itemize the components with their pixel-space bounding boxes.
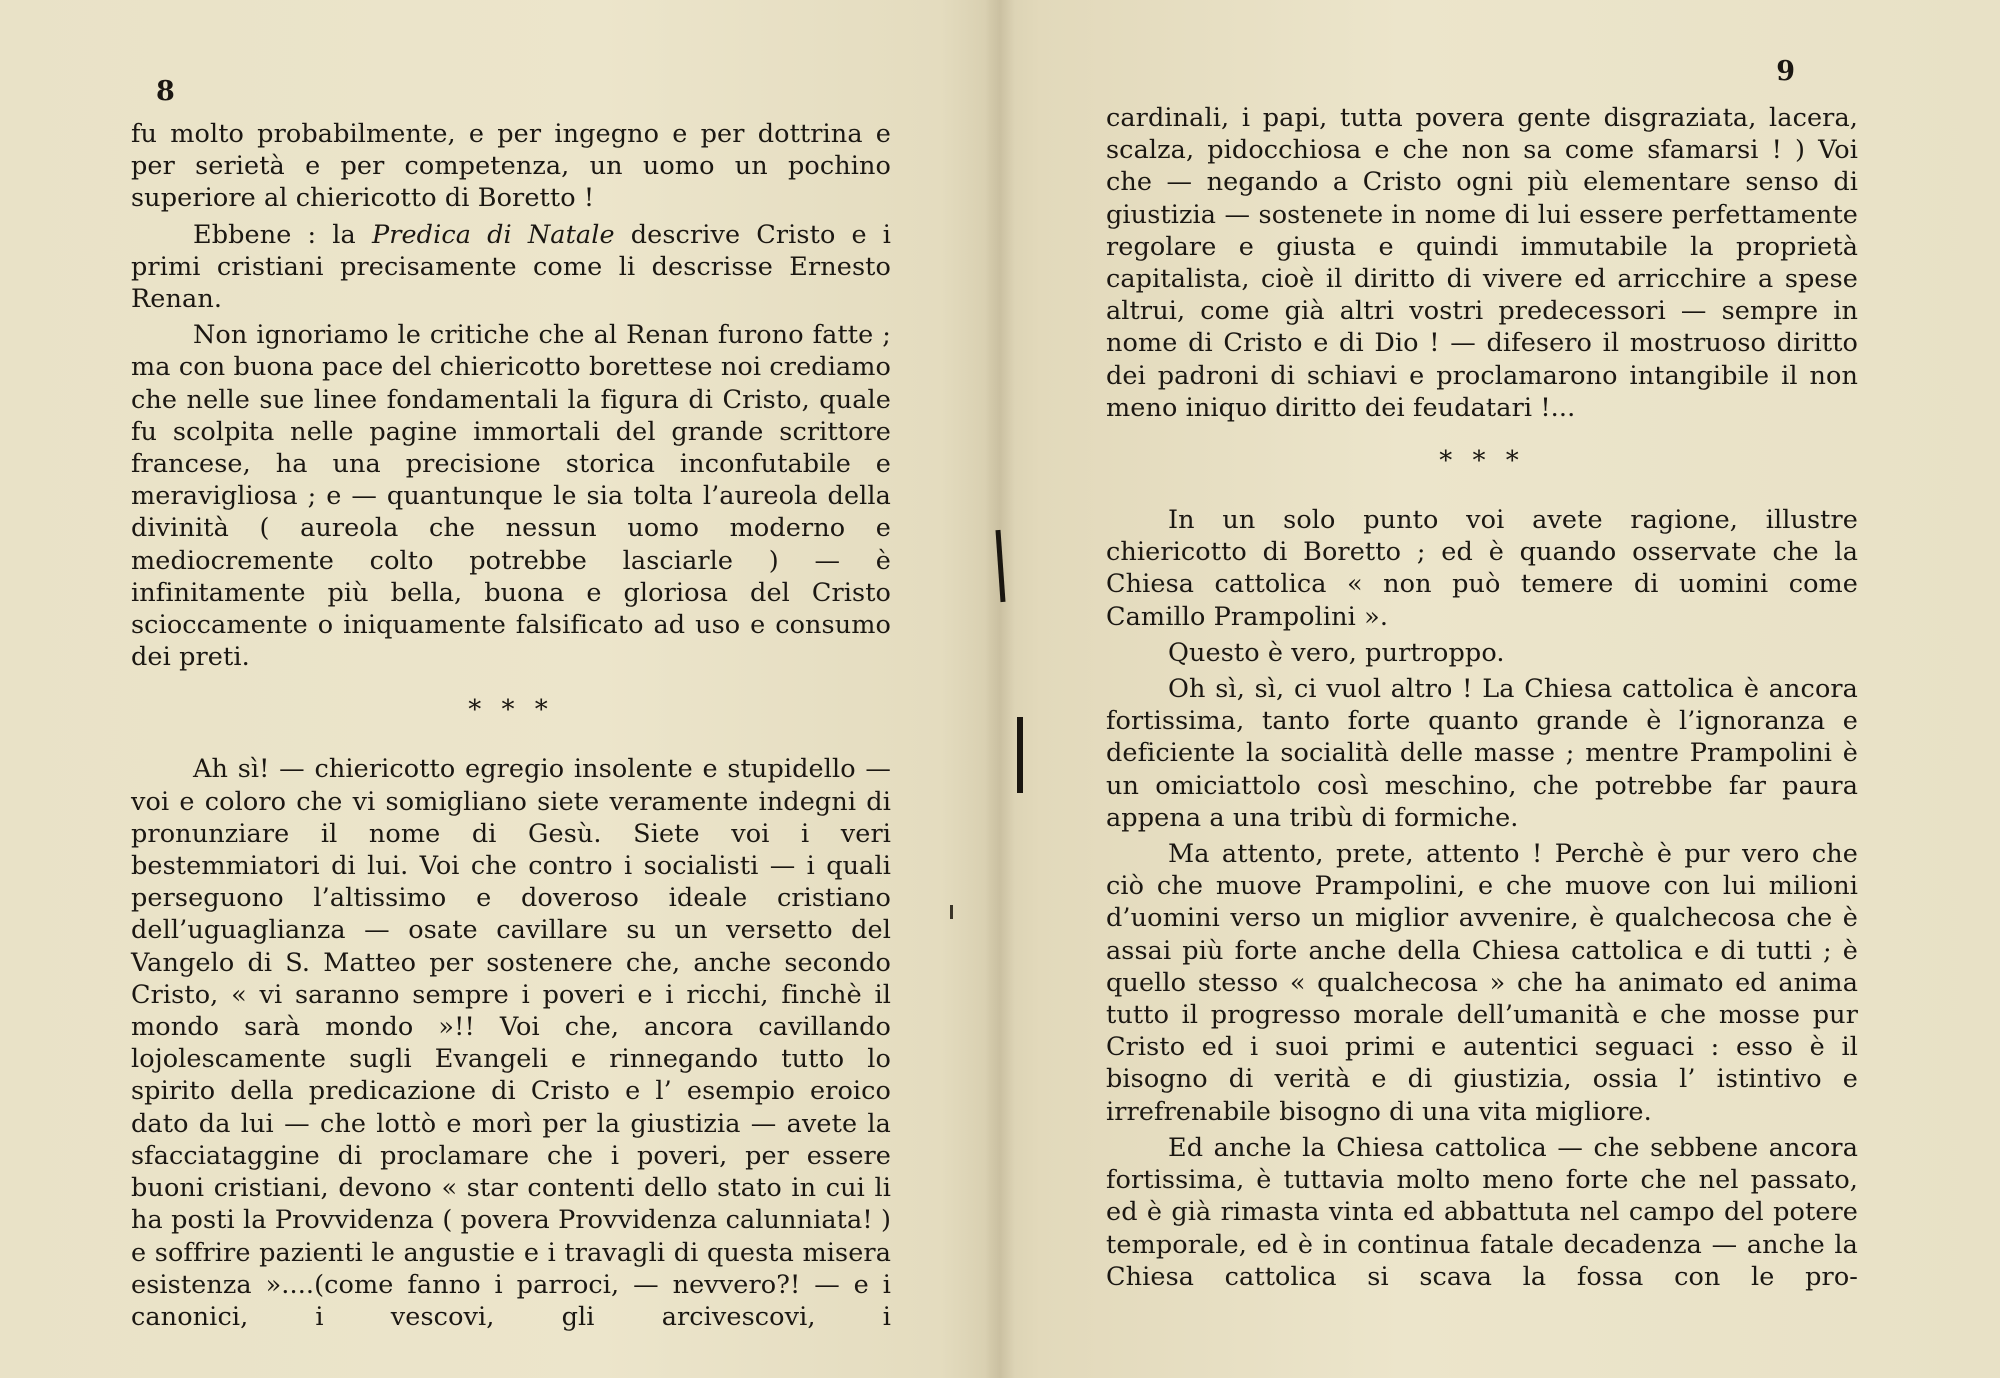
paragraph: Ah sì! — chiericotto egregio insolente e stupidello — voi e coloro che vi somigliano siete veramente indegni di pronunziare il nome di Gesù. Siete voi i veri bestemmiatori di lui. Voi che contro i socialisti — i quali perseguono l’altissimo e doveroso ideale cristiano dell’uguaglianza — osate cavillare su un versetto del Vangelo di S. Matteo per sostenere che, anche secondo Cristo, « vi saranno sempre i poveri e i ricchi, finchè il mondo sarà mondo »!! Voi che, ancora cavillando lojolescamente sugli Evangeli e rinnegando tutto lo spirito della predicazione di Cristo e l’ esempio eroico dato da lui — che lottò e morì per la giustizia — avete la sfacciataggine di proclamare che i poveri, per essere buoni cristiani, devono « star contenti dello stato in cui li ha posti la Provvidenza ( povera Provvidenza calunniata! ) e soffrire pazienti le angustie e i travagli di questa misera esistenza »....(come fanno i parroci, — nevvero?! — e i canonici, i vescovi, gli arcivescovi, i (131, 754, 891, 1332)
paragraph: cardinali, i papi, tutta povera gente disgraziata, lacera, scalza, pidocchiosa e che non sa come sfamarsi ! ) Voi che — negando a Cristo ogni più elementare senso di giustizia — sostenete in nome di lui essere perfettamente regolare e giusta e quindi immutabile la proprietà capitalista, cioè il diritto di vivere ed arricchire a spese altrui, come già altri vostri predecessori — sempre in nome di Cristo e di Dio ! — difesero il mostruoso diritto dei padroni di schiavi e proclamarono intangibile il non meno iniquo diritto dei feudatari !... (1106, 103, 1858, 423)
paragraph: In un solo punto voi avete ragione, illustre chiericotto di Boretto ; ed è quando osservate che la Chiesa cattolica « non può temere di uomini come Camillo Prampolini ». (1106, 505, 1858, 632)
paragraph: Ed anche la Chiesa cattolica — che sebbene ancora fortissima, è tuttavia molto meno forte che nel passato, ed è già rimasta vinta ed abbattuta nel campo del potere temporale, ed è in continua fatale decadenza — anche la Chiesa cattolica si scava la fossa con le pro- (1106, 1132, 1858, 1292)
paragraph: Ebbene : la Predica di Natale descrive Cristo e i primi cristiani precisamente come li descrisse Ernesto Renan. (131, 219, 891, 315)
paragraph: fu molto probabilmente, e per ingegno e per dottrina e per serietà e per competenza, un uomo un pochino superiore al chiericotto di Boretto ! (131, 119, 891, 214)
paragraph: Questo è vero, purtroppo. (1168, 637, 1505, 668)
paragraph: Oh sì, sì, ci vuol altro ! La Chiesa cattolica è ancora fortissima, tanto forte quanto grande è l’ignoranza e deficiente la socialità delle masse ; mentre Prampolini è un omiciattolo così meschino, che potrebbe far paura appena a una tribù di formiche. (1106, 674, 1858, 833)
right-page (1000, 0, 2000, 1378)
section-break-asterisks: * * * (1439, 446, 1525, 477)
right-page-text (1106, 102, 1858, 1297)
section-break-asterisks: * * * (468, 695, 554, 726)
left-page-text (131, 118, 891, 1337)
paragraph: Non ignoriamo le critiche che al Renan furono fatte ; ma con buona pace del chiericotto borettese noi crediamo che nelle sue linee fondamentali la figura di Cristo, quale fu scolpita nelle pagine immortali del grande scrittore francese, ha una precisione storica inconfutabile e meravigliosa ; e — quantunque le sia tolta l’aureola della divinità ( aureola che nessun uomo moderno e mediocremente colto potrebbe lasciarle ) — è infinitamente più bella, buona e gloriosa del Cristo scioccamente o iniquamente falsificato ad uso e consumo dei preti. (131, 320, 891, 673)
page-number: 8 (156, 76, 175, 107)
book-title: Predica di Natale (371, 219, 615, 250)
page-number: 9 (1776, 56, 1795, 87)
paragraph: Ma attento, prete, attento ! Perchè è pur vero che ciò che muove Prampolini, e che muove con lui milioni d’uomini verso un miglior avvenire, è qualchecosa che è assai più forte anche della Chiesa cattolica e di tutti ; è quello stesso « qualchecosa » che ha animato ed anima tutto il progresso morale dell’umanità e che mosse pur Cristo ed i suoi primi e autentici seguaci : esso è il bisogno di verità e di giustizia, ossia l’ istintivo e irrefrenabile bisogno di una vita migliore. (1106, 839, 1858, 1127)
